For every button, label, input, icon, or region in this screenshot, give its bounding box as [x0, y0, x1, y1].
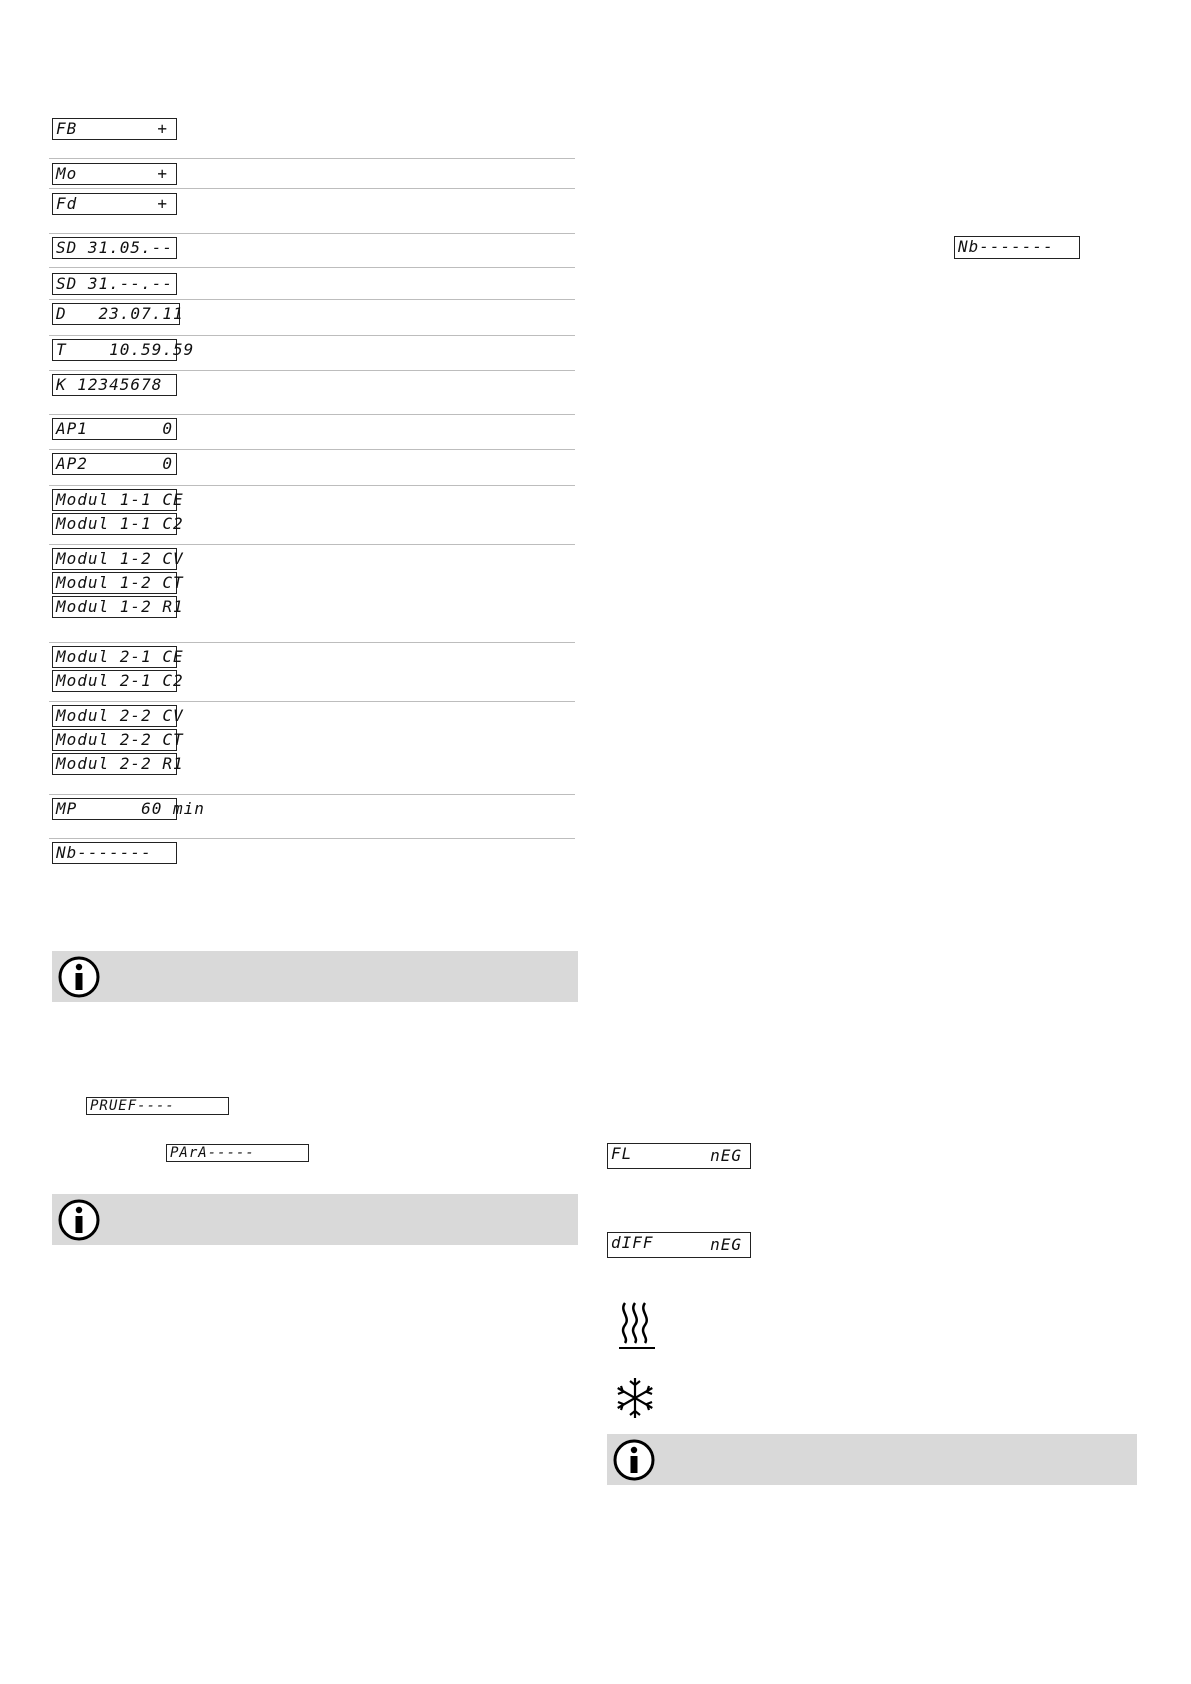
lcd-indicator: +	[157, 194, 168, 213]
divider	[49, 188, 575, 189]
lcd-display-sd-blank: SD 31.--.--	[52, 273, 177, 295]
lcd-display-modul-1-2-cv: Modul 1-2 CV	[52, 548, 177, 570]
lcd-display-ap2: AP2 0	[52, 453, 177, 475]
divider	[49, 838, 575, 839]
lcd-display-time: T 10.59.59	[52, 339, 177, 361]
divider	[49, 335, 575, 336]
lcd-display-date: D 23.07.11	[52, 303, 180, 325]
lcd-display-modul-2-2-ct: Modul 2-2 CT	[52, 729, 177, 751]
divider	[49, 414, 575, 415]
lcd-display-mo	[52, 163, 177, 185]
divider	[49, 267, 575, 268]
info-note-3	[607, 1434, 1137, 1485]
lcd-display-modul-2-2-r1: Modul 2-2 R1	[52, 753, 177, 775]
lcd-display-sd-date: SD 31.05.--	[52, 237, 177, 259]
divider	[49, 701, 575, 702]
lcd-text: dIFF	[611, 1233, 654, 1252]
snowflake-icon	[613, 1376, 657, 1420]
lcd-indicator: nEG	[710, 1146, 742, 1165]
lcd-display-pruef: PRUEF----	[86, 1097, 229, 1115]
lcd-text: FL	[611, 1144, 633, 1163]
lcd-display-modul-1-2-r1: Modul 1-2 R1	[52, 596, 177, 618]
lcd-display-modul-2-2-cv: Modul 2-2 CV	[52, 705, 177, 727]
lcd-display-fb	[52, 118, 177, 140]
divider	[49, 642, 575, 643]
lcd-text: Mo	[56, 164, 78, 183]
lcd-display-modul-1-2-ct: Modul 1-2 CT	[52, 572, 177, 594]
divider	[49, 544, 575, 545]
lcd-display-nb-right: Nb-------	[954, 236, 1080, 259]
info-icon	[58, 956, 100, 998]
info-note-1	[52, 951, 578, 1002]
lcd-display-fd	[52, 193, 177, 215]
lcd-display-mp: MP 60 min	[52, 798, 177, 820]
lcd-display-para: PArA-----	[166, 1144, 309, 1162]
lcd-display-diff	[607, 1232, 751, 1258]
divider	[49, 233, 575, 234]
lcd-indicator: +	[157, 164, 168, 183]
lcd-display-modul-1-1-c2: Modul 1-1 C2	[52, 513, 177, 535]
divider	[49, 299, 575, 300]
info-icon	[58, 1199, 100, 1241]
lcd-indicator: nEG	[710, 1235, 742, 1254]
lcd-display-ap1: AP1 0	[52, 418, 177, 440]
lcd-text: Fd	[56, 194, 78, 213]
divider	[49, 449, 575, 450]
lcd-display-modul-1-1-ce: Modul 1-1 CE	[52, 489, 177, 511]
divider	[49, 370, 575, 371]
lcd-display-customer: K 12345678	[52, 374, 177, 396]
lcd-display-nb-left: Nb-------	[52, 842, 177, 864]
divider	[49, 485, 575, 486]
lcd-display-fl	[607, 1143, 751, 1169]
lcd-text: FB	[56, 119, 78, 138]
lcd-display-modul-2-1-c2: Modul 2-1 C2	[52, 670, 177, 692]
lcd-display-modul-2-1-ce: Modul 2-1 CE	[52, 646, 177, 668]
info-note-2	[52, 1194, 578, 1245]
divider	[49, 158, 575, 159]
heat-icon	[615, 1297, 659, 1351]
divider	[49, 794, 575, 795]
info-icon	[613, 1439, 655, 1481]
lcd-indicator: +	[157, 119, 168, 138]
